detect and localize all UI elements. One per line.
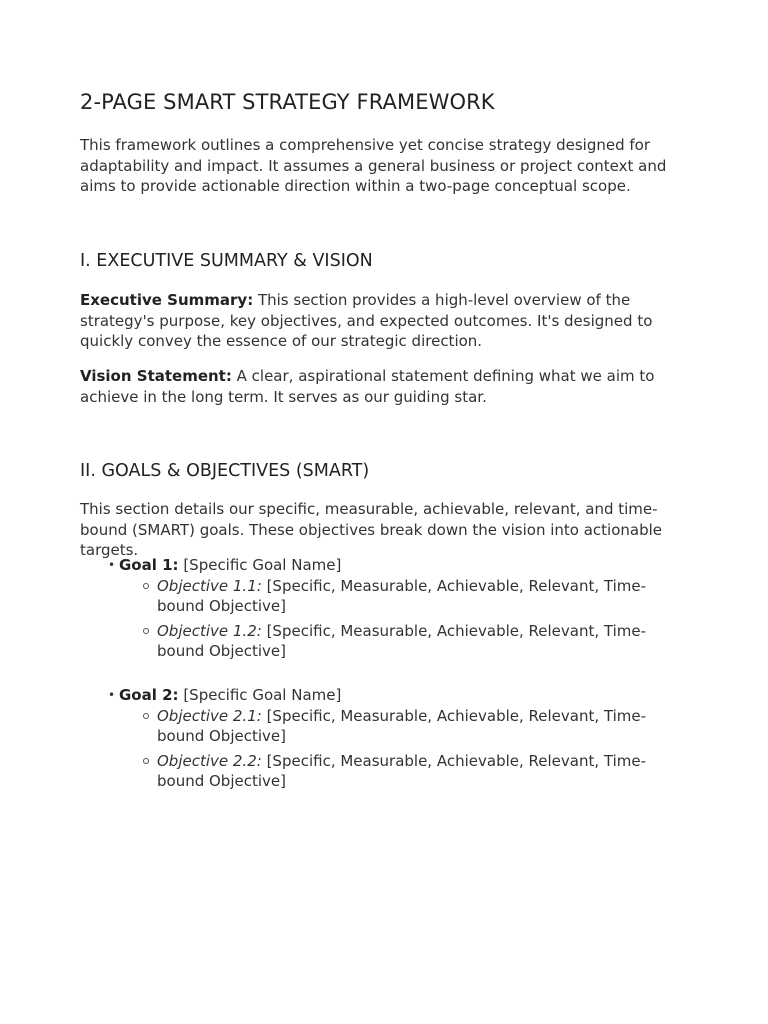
vision-statement-text: A clear, aspirational statement defining what we aim to achieve in the long term. It serves as our guiding star. (80, 367, 655, 406)
objective-label: Objective 2.2: (157, 751, 262, 770)
objective-label: Objective 1.1: (157, 576, 262, 595)
goals-intro-paragraph: This section details our specific, measurable, achievable, relevant, and time-bound (SMART) goals. These objectives break down the vision into actionable targets. (80, 500, 663, 559)
circle-bullet-icon (143, 628, 149, 634)
objective-list (119, 576, 688, 662)
objective-text: [Specific, Measurable, Achievable, Relevant, Time-bound Objective] (157, 621, 647, 660)
objective-list (119, 706, 688, 792)
objective-item (157, 576, 688, 617)
objective-item (157, 621, 688, 662)
goal-list (108, 555, 688, 666)
goal-label: Goal 1: (119, 556, 179, 574)
circle-bullet-icon (143, 583, 149, 589)
section-heading-executive-summary: I. EXECUTIVE SUMMARY & VISION (80, 251, 373, 271)
objective-text: [Specific, Measurable, Achievable, Relevant, Time-bound Objective] (157, 706, 647, 745)
vision-statement-paragraph (80, 366, 690, 407)
circle-bullet-icon (143, 758, 149, 764)
executive-summary-label: Executive Summary: (80, 291, 254, 309)
objective-text: [Specific, Measurable, Achievable, Relevant, Time-bound Objective] (157, 576, 647, 615)
objective-text: [Specific, Measurable, Achievable, Relevant, Time-bound Objective] (157, 751, 647, 790)
goal-text: [Specific Goal Name] (178, 556, 342, 574)
section-heading-goals-objectives: II. GOALS & OBJECTIVES (SMART) (80, 461, 370, 481)
intro-paragraph: This framework outlines a comprehensive yet concise strategy designed for adaptability and impact. It assumes a general business or project context and aims to provide actionable direction within a two-page conceptual scope. (80, 136, 667, 195)
objective-label: Objective 2.1: (157, 706, 262, 725)
objective-item (157, 706, 688, 747)
bullet-icon: • (108, 688, 116, 702)
vision-statement-label: Vision Statement: (80, 367, 232, 385)
bullet-icon: • (108, 558, 116, 572)
goal-item (108, 685, 688, 792)
goal-list (108, 685, 688, 796)
objective-label: Objective 1.2: (157, 621, 262, 640)
document-title: 2-PAGE SMART STRATEGY FRAMEWORK (80, 90, 495, 114)
goal-label: Goal 2: (119, 686, 179, 704)
goal-item (108, 555, 688, 662)
executive-summary-text: This section provides a high-level overview of the strategy's purpose, key objectives, and expected outcomes. It's designed to quickly convey the essence of our strategic direction. (80, 291, 653, 350)
executive-summary-paragraph (80, 290, 690, 352)
objective-item (157, 751, 688, 792)
goal-text: [Specific Goal Name] (178, 686, 342, 704)
circle-bullet-icon (143, 713, 149, 719)
